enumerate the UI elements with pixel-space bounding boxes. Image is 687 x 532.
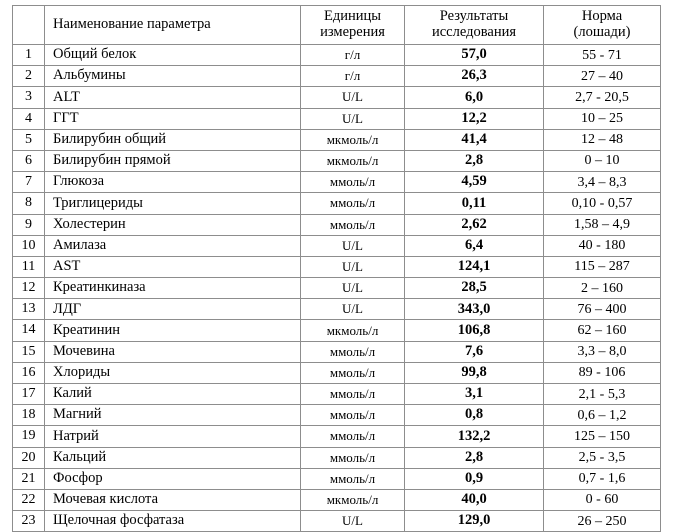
norm-range-cell: 26 – 250 bbox=[544, 511, 661, 532]
norm-range-cell: 0,7 - 1,6 bbox=[544, 468, 661, 489]
table-row bbox=[13, 193, 661, 214]
norm-range-cell: 115 – 287 bbox=[544, 256, 661, 277]
column-header-results-line1: Результаты bbox=[439, 8, 509, 25]
result-value-cell: 343,0 bbox=[405, 299, 544, 320]
table-row bbox=[13, 426, 661, 447]
row-number: 8 bbox=[13, 193, 45, 214]
units-cell: ммоль/л bbox=[301, 405, 405, 426]
row-number: 16 bbox=[13, 362, 45, 383]
column-header-norm-line2: (лошади) bbox=[573, 24, 631, 40]
row-number: 5 bbox=[13, 129, 45, 150]
parameter-name-cell: Амилаза bbox=[45, 235, 301, 256]
table-row bbox=[13, 341, 661, 362]
units-cell: мкмоль/л bbox=[301, 489, 405, 510]
table-header bbox=[13, 6, 661, 45]
row-number: 15 bbox=[13, 341, 45, 362]
parameter-name-cell: Альбумины bbox=[45, 66, 301, 87]
row-number: 11 bbox=[13, 256, 45, 277]
units-cell: мкмоль/л bbox=[301, 320, 405, 341]
norm-range-cell: 40 - 180 bbox=[544, 235, 661, 256]
lab-results-table bbox=[12, 5, 661, 532]
row-number: 2 bbox=[13, 66, 45, 87]
parameter-name-cell: Мочевая кислота bbox=[45, 489, 301, 510]
row-number: 9 bbox=[13, 214, 45, 235]
units-cell: U/L bbox=[301, 511, 405, 532]
table-row bbox=[13, 511, 661, 532]
result-value-cell: 0,8 bbox=[405, 405, 544, 426]
norm-range-cell: 1,58 – 4,9 bbox=[544, 214, 661, 235]
norm-range-cell: 0,6 – 1,2 bbox=[544, 405, 661, 426]
row-number: 12 bbox=[13, 278, 45, 299]
result-value-cell: 6,0 bbox=[405, 87, 544, 108]
parameter-name-cell: Билирубин общий bbox=[45, 129, 301, 150]
units-cell: ммоль/л bbox=[301, 214, 405, 235]
table-header-row bbox=[13, 6, 661, 45]
parameter-name-cell: ALT bbox=[45, 87, 301, 108]
units-cell: ммоль/л bbox=[301, 362, 405, 383]
result-value-cell: 40,0 bbox=[405, 489, 544, 510]
norm-range-cell: 55 - 71 bbox=[544, 45, 661, 66]
result-value-cell: 41,4 bbox=[405, 129, 544, 150]
table-row bbox=[13, 129, 661, 150]
norm-range-cell: 27 – 40 bbox=[544, 66, 661, 87]
column-header-units-line2: измерения bbox=[320, 24, 385, 40]
parameter-name-cell: Общий белок bbox=[45, 45, 301, 66]
norm-range-cell: 0 – 10 bbox=[544, 150, 661, 171]
units-cell: мкмоль/л bbox=[301, 129, 405, 150]
table-row bbox=[13, 489, 661, 510]
norm-range-cell: 10 – 25 bbox=[544, 108, 661, 129]
units-cell: U/L bbox=[301, 108, 405, 129]
units-cell: г/л bbox=[301, 45, 405, 66]
table-row bbox=[13, 66, 661, 87]
units-cell: ммоль/л bbox=[301, 384, 405, 405]
row-number: 22 bbox=[13, 489, 45, 510]
table-row bbox=[13, 45, 661, 66]
row-number: 4 bbox=[13, 108, 45, 129]
parameter-name-cell: Натрий bbox=[45, 426, 301, 447]
row-number: 3 bbox=[13, 87, 45, 108]
table-row bbox=[13, 256, 661, 277]
parameter-name-cell: Калий bbox=[45, 384, 301, 405]
table-row bbox=[13, 384, 661, 405]
parameter-name-cell: Холестерин bbox=[45, 214, 301, 235]
column-header-results-line2: исследования bbox=[431, 24, 517, 40]
result-value-cell: 129,0 bbox=[405, 511, 544, 532]
units-cell: U/L bbox=[301, 299, 405, 320]
units-cell: U/L bbox=[301, 87, 405, 108]
result-value-cell: 2,8 bbox=[405, 150, 544, 171]
table-row bbox=[13, 320, 661, 341]
parameter-name-cell: Креатинин bbox=[45, 320, 301, 341]
units-cell: ммоль/л bbox=[301, 172, 405, 193]
result-value-cell: 0,11 bbox=[405, 193, 544, 214]
norm-range-cell: 0 - 60 bbox=[544, 489, 661, 510]
row-number: 18 bbox=[13, 405, 45, 426]
units-cell: ммоль/л bbox=[301, 193, 405, 214]
column-header-parameter-name bbox=[45, 6, 301, 45]
units-cell: U/L bbox=[301, 256, 405, 277]
column-header-units-line1: Единицы bbox=[323, 8, 382, 25]
units-cell: ммоль/л bbox=[301, 426, 405, 447]
parameter-name-cell: Глюкоза bbox=[45, 172, 301, 193]
parameter-name-cell: AST bbox=[45, 256, 301, 277]
units-cell: мкмоль/л bbox=[301, 150, 405, 171]
row-number: 23 bbox=[13, 511, 45, 532]
result-value-cell: 6,4 bbox=[405, 235, 544, 256]
result-value-cell: 12,2 bbox=[405, 108, 544, 129]
row-number: 6 bbox=[13, 150, 45, 171]
units-cell: ммоль/л bbox=[301, 341, 405, 362]
table-row bbox=[13, 362, 661, 383]
units-cell: U/L bbox=[301, 278, 405, 299]
result-value-cell: 28,5 bbox=[405, 278, 544, 299]
parameter-name-cell: Щелочная фосфатаза bbox=[45, 511, 301, 532]
norm-range-cell: 76 – 400 bbox=[544, 299, 661, 320]
norm-range-cell: 89 - 106 bbox=[544, 362, 661, 383]
column-header-norm-line1: Норма bbox=[581, 8, 623, 25]
table-row bbox=[13, 214, 661, 235]
norm-range-cell: 3,3 – 8,0 bbox=[544, 341, 661, 362]
table-row bbox=[13, 299, 661, 320]
norm-range-cell: 12 – 48 bbox=[544, 129, 661, 150]
parameter-name-cell: Магний bbox=[45, 405, 301, 426]
table-body bbox=[13, 45, 661, 532]
row-number: 17 bbox=[13, 384, 45, 405]
result-value-cell: 26,3 bbox=[405, 66, 544, 87]
result-value-cell: 7,6 bbox=[405, 341, 544, 362]
row-number: 7 bbox=[13, 172, 45, 193]
parameter-name-cell: Фосфор bbox=[45, 468, 301, 489]
result-value-cell: 2,8 bbox=[405, 447, 544, 468]
table-row bbox=[13, 150, 661, 171]
parameter-name-cell: Кальций bbox=[45, 447, 301, 468]
parameter-name-cell: ЛДГ bbox=[45, 299, 301, 320]
units-cell: U/L bbox=[301, 235, 405, 256]
units-cell: ммоль/л bbox=[301, 468, 405, 489]
result-value-cell: 106,8 bbox=[405, 320, 544, 341]
norm-range-cell: 125 – 150 bbox=[544, 426, 661, 447]
row-number: 19 bbox=[13, 426, 45, 447]
norm-range-cell: 2,1 - 5,3 bbox=[544, 384, 661, 405]
result-value-cell: 3,1 bbox=[405, 384, 544, 405]
units-cell: г/л bbox=[301, 66, 405, 87]
result-value-cell: 4,59 bbox=[405, 172, 544, 193]
column-header-norm bbox=[544, 6, 661, 45]
units-cell: ммоль/л bbox=[301, 447, 405, 468]
row-number: 21 bbox=[13, 468, 45, 489]
result-value-cell: 132,2 bbox=[405, 426, 544, 447]
table-row bbox=[13, 405, 661, 426]
norm-range-cell: 3,4 – 8,3 bbox=[544, 172, 661, 193]
row-number: 13 bbox=[13, 299, 45, 320]
result-value-cell: 57,0 bbox=[405, 45, 544, 66]
column-header-number bbox=[13, 6, 45, 45]
table-row bbox=[13, 87, 661, 108]
parameter-name-cell: Триглицериды bbox=[45, 193, 301, 214]
result-value-cell: 99,8 bbox=[405, 362, 544, 383]
table-row bbox=[13, 108, 661, 129]
result-value-cell: 124,1 bbox=[405, 256, 544, 277]
result-value-cell: 0,9 bbox=[405, 468, 544, 489]
column-header-units bbox=[301, 6, 405, 45]
norm-range-cell: 2,7 - 20,5 bbox=[544, 87, 661, 108]
parameter-name-cell: ГГТ bbox=[45, 108, 301, 129]
parameter-name-cell: Креатинкиназа bbox=[45, 278, 301, 299]
parameter-name-cell: Билирубин прямой bbox=[45, 150, 301, 171]
table-row bbox=[13, 235, 661, 256]
row-number: 20 bbox=[13, 447, 45, 468]
parameter-name-cell: Хлориды bbox=[45, 362, 301, 383]
row-number: 1 bbox=[13, 45, 45, 66]
result-value-cell: 2,62 bbox=[405, 214, 544, 235]
table-row bbox=[13, 468, 661, 489]
norm-range-cell: 0,10 - 0,57 bbox=[544, 193, 661, 214]
norm-range-cell: 2,5 - 3,5 bbox=[544, 447, 661, 468]
column-header-parameter-name-text: Наименование параметра bbox=[53, 16, 211, 33]
table-row bbox=[13, 172, 661, 193]
column-header-results bbox=[405, 6, 544, 45]
norm-range-cell: 2 – 160 bbox=[544, 278, 661, 299]
norm-range-cell: 62 – 160 bbox=[544, 320, 661, 341]
parameter-name-cell: Мочевина bbox=[45, 341, 301, 362]
table-row bbox=[13, 278, 661, 299]
row-number: 10 bbox=[13, 235, 45, 256]
row-number: 14 bbox=[13, 320, 45, 341]
table-row bbox=[13, 447, 661, 468]
